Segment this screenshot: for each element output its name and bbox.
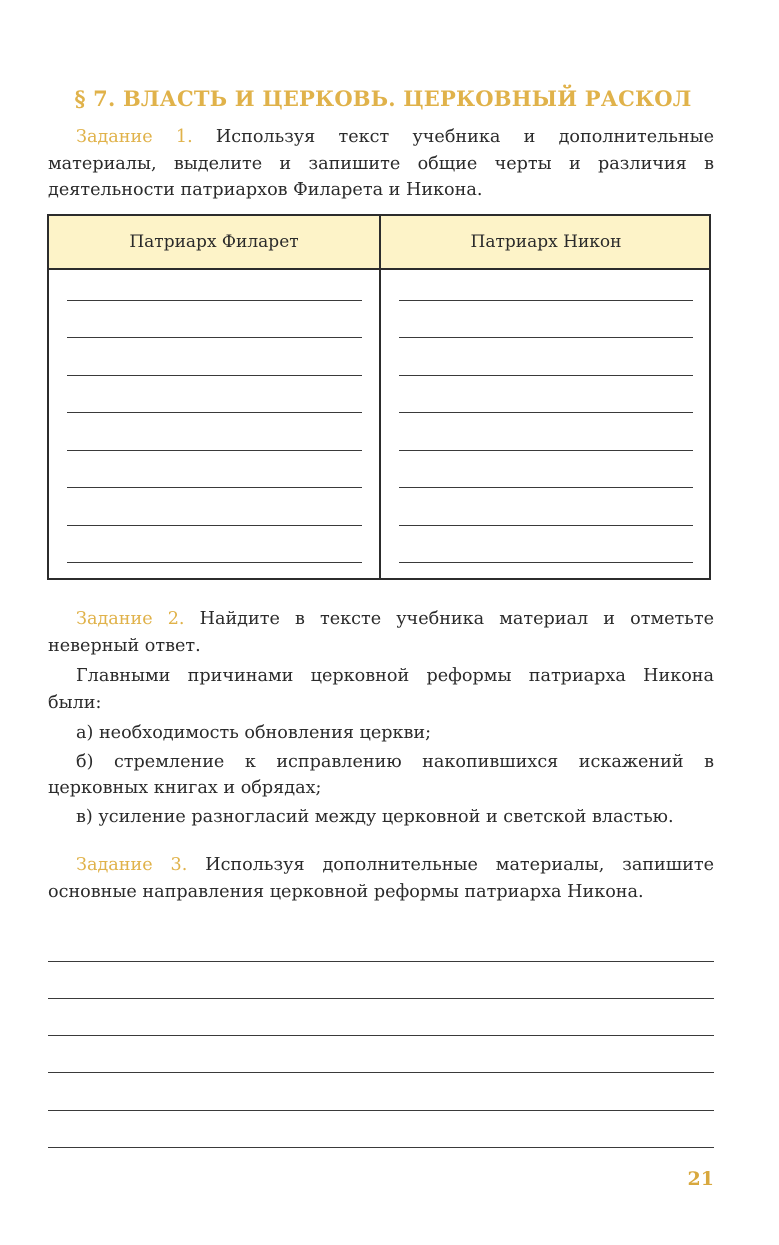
write-line-left[interactable]: [67, 487, 362, 488]
write-line-left[interactable]: [67, 375, 362, 376]
answer-line[interactable]: [48, 1147, 714, 1148]
task-2-option-a[interactable]: а) необходимость обновления церкви;: [76, 723, 432, 743]
write-line-right[interactable]: [399, 487, 693, 488]
task-1-label: Задание 1.: [76, 127, 193, 147]
header-nikon: Патриарх Никон: [470, 232, 622, 252]
task-3: [48, 852, 714, 905]
write-line-left[interactable]: [67, 412, 362, 413]
task-2-option-b[interactable]: б) стремление к исправлению накопившихся искажений в церковных книгах и обрядах;: [48, 751, 714, 798]
task-1-text: Используя текст учебника и дополнительные материалы, выделите и запишите общие черты и различия в деятельности патриархов Филарета и Никона.: [48, 127, 714, 200]
task-1: [48, 124, 714, 204]
page-number: 21: [687, 1168, 714, 1190]
write-line-left[interactable]: [67, 525, 362, 526]
write-line-left[interactable]: [67, 337, 362, 338]
write-line-right[interactable]: [399, 375, 693, 376]
task-2-option-c[interactable]: в) усиление разногласий между церковной и светской властью.: [76, 806, 674, 827]
answer-line[interactable]: [48, 1110, 714, 1111]
write-line-left[interactable]: [67, 450, 362, 451]
write-line-right[interactable]: [399, 562, 693, 563]
answer-line[interactable]: [48, 1072, 714, 1073]
task-3-label: Задание 3.: [76, 855, 188, 875]
header-filaret: Патриарх Филарет: [129, 232, 299, 252]
write-line-left[interactable]: [67, 300, 362, 301]
task-2-label: Задание 2.: [76, 609, 185, 629]
answer-line[interactable]: [48, 961, 714, 962]
write-line-right[interactable]: [399, 300, 693, 301]
table-column-divider: [379, 216, 381, 578]
answer-line[interactable]: [48, 998, 714, 999]
write-line-right[interactable]: [399, 337, 693, 338]
comparison-table: [47, 214, 711, 580]
write-line-right[interactable]: [399, 525, 693, 526]
write-line-right[interactable]: [399, 412, 693, 413]
answer-line[interactable]: [48, 1035, 714, 1036]
write-line-right[interactable]: [399, 450, 693, 451]
task-3-text: Используя дополнительные материалы, запишите основные направления церковной реформы патриарха Никона.: [48, 855, 714, 902]
task-2-question: Главными причинами церковной реформы патриарха Никона были:: [48, 666, 714, 713]
task-2-text: Найдите в тексте учебника материал и отметьте неверный ответ.: [48, 609, 714, 656]
write-line-left[interactable]: [67, 562, 362, 563]
section-heading: § 7. ВЛАСТЬ И ЦЕРКОВЬ. ЦЕРКОВНЫЙ РАСКОЛ: [74, 86, 692, 111]
task-2: [48, 606, 714, 830]
